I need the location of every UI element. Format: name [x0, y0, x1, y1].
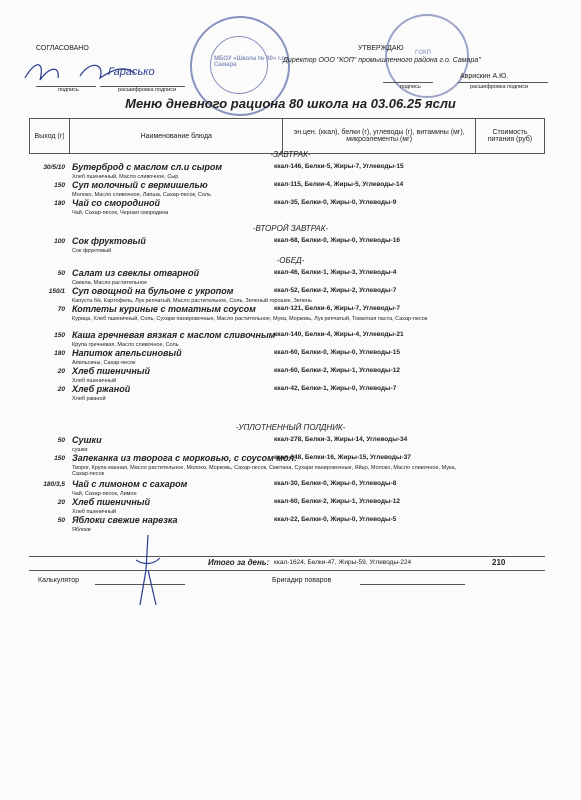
menu-output: 20 — [57, 368, 65, 375]
menu-ingredients: Курица, Хлеб пшеничный, Соль, Сухари панировочные, Масло растительное, Мука, Морковь, Лук репчатый, Томатная паста, Сахар-песок — [72, 316, 428, 322]
menu-output: 150 — [54, 455, 65, 462]
menu-ingredients: сушки — [72, 447, 88, 453]
total-cost: 210 — [492, 558, 506, 567]
total-nutrition: ккал-1624, Белки-47, Жиры-59, Углеводы-224 — [274, 559, 412, 566]
menu-output: 20 — [57, 499, 65, 506]
right-decode-caption: расшифровка подписи — [470, 84, 529, 90]
menu-output: 20 — [57, 386, 65, 393]
menu-ingredients: Хлеб пшеничный — [72, 509, 117, 515]
menu-row — [29, 384, 545, 412]
right-name: Аврискин А.Ю. — [460, 73, 509, 80]
menu-nutrition: ккал-348, Белки-16, Жиры-15, Углеводы-37 — [274, 454, 411, 461]
section-title: -ВТОРОЙ ЗАВТРАК- — [252, 224, 329, 233]
stamp2-text: ГОКП — [415, 50, 431, 56]
menu-nutrition: ккал-22, Белки-0, Жиры-0, Углеводы-5 — [274, 516, 397, 523]
menu-nutrition: ккал-52, Белки-2, Жиры-2, Углеводы-7 — [274, 287, 397, 294]
menu-dish: Запеканка из творога с морковью, с соусом мол. — [72, 453, 297, 463]
menu-output: 50 — [57, 437, 65, 444]
menu-dish: Чай со смородиной — [72, 198, 161, 208]
menu-output: 150 — [54, 332, 65, 339]
brigadier-label: Бригадир поваров — [272, 577, 332, 584]
menu-ingredients: Капуста б/к, Картофель, Лук репчатый, Масло растительное, Соль, Зеленый горошек, Зелень — [72, 298, 312, 304]
menu-ingredients: Хлеб пшеничный, Масло сливочное, Сыр — [72, 174, 179, 180]
menu-row — [29, 198, 545, 226]
menu-dish: Сок фруктовый — [72, 236, 146, 246]
menu-nutrition: ккал-115, Белки-4, Жиры-5, Углеводы-14 — [274, 181, 404, 188]
total-label: Итого за день: — [208, 558, 270, 567]
menu-output: 50 — [57, 517, 65, 524]
left-decode-caption: расшифровка подписи — [118, 87, 177, 93]
menu-nutrition: ккал-60, Белки-0, Жиры-0, Углеводы-15 — [274, 349, 400, 356]
menu-output: 30/5/10 — [43, 164, 65, 171]
menu-nutrition: ккал-42, Белки-1, Жиры-0, Углеводы-7 — [274, 385, 397, 392]
menu-ingredients: Молоко, Масло сливочное, Лапша, Сахар-песок, Соль — [72, 192, 211, 198]
left-name: Гарасько — [108, 66, 155, 78]
menu-output: 180 — [54, 200, 65, 207]
menu-ingredients: Чай, Сахар-песок, Черная смородина — [72, 210, 169, 216]
section-title: -УПЛОТНЕННЫЙ ПОЛДНИК- — [235, 423, 346, 432]
menu-ingredients: Творог, Крупа манная, Масло растительное, Молоко, Морковь, Сахар-песок, Сметана, Сухари панировочные, Яйцо, Молоко, Масло сливочное, Мука, Сахар-песок — [72, 465, 457, 478]
menu-nutrition: ккал-60, Белки-2, Жиры-1, Углеводы-12 — [274, 367, 400, 374]
stamp-text: МБОУ «Школа № 80» г.о. Самара — [214, 56, 287, 68]
col-output: Выход (г) — [30, 119, 70, 154]
menu-table-header — [29, 118, 545, 154]
col-cost: Стоимость питания (руб) — [475, 119, 544, 154]
menu-ingredients: Свекла, Масло растительное — [72, 280, 148, 286]
menu-ingredients: Чай, Сахар-песок, Лимон — [72, 491, 137, 497]
menu-dish: Сушки — [72, 435, 102, 445]
col-nutrition: эн.цен. (ккал), белки (г), углеводы (г), витамины (мг), микроэлементы (мг) — [283, 119, 476, 154]
menu-dish: Суп молочный с вермишелью — [72, 180, 208, 190]
menu-nutrition: ккал-60, Белки-2, Жиры-1, Углеводы-12 — [274, 498, 400, 505]
menu-ingredients: Сок фруктовый — [72, 248, 112, 254]
approved-right: УТВЕРЖДАЮ — [358, 45, 404, 52]
menu-nutrition: ккал-121, Белки-6, Жиры-7, Углеводы-7 — [274, 305, 400, 312]
menu-row — [29, 453, 545, 481]
section-title: -ЗАВТРАК- — [270, 150, 311, 159]
menu-dish: Суп овощной на бульоне с укропом — [72, 286, 234, 296]
menu-nutrition: ккал-46, Белки-1, Жиры-3, Углеводы-4 — [274, 269, 397, 276]
menu-dish: Бутерброд с маслом сл.и сыром — [72, 162, 223, 172]
menu-dish: Хлеб ржаной — [72, 384, 131, 394]
menu-ingredients: Хлеб пшеничный — [72, 378, 117, 384]
menu-nutrition: ккал-35, Белки-0, Жиры-0, Углеводы-9 — [274, 199, 397, 206]
menu-nutrition: ккал-146, Белки-5, Жиры-7, Углеводы-15 — [274, 163, 404, 170]
menu-dish: Хлеб пшеничный — [72, 366, 150, 376]
menu-nutrition: ккал-30, Белки-0, Жиры-0, Углеводы-8 — [274, 480, 397, 487]
bottom-signature — [128, 530, 168, 610]
menu-dish: Чай с лимоном с сахаром — [72, 479, 188, 489]
menu-dish: Салат из свеклы отварной — [72, 268, 200, 278]
menu-output: 70 — [57, 306, 65, 313]
menu-row — [29, 515, 545, 543]
menu-output: 150/1 — [48, 288, 65, 295]
left-signature-caption: подпись — [58, 87, 79, 93]
section-title: -ОБЕД- — [276, 256, 305, 265]
menu-ingredients: Хлеб ржаной — [72, 396, 106, 402]
company-stamp — [385, 14, 469, 98]
menu-nutrition: ккал-278, Белки-3, Жиры-14, Углеводы-34 — [274, 436, 408, 443]
menu-dish: Хлеб пшеничный — [72, 497, 150, 507]
menu-dish: Яблоки свежие нарезка — [72, 515, 178, 525]
menu-ingredients: Яблоки — [72, 527, 91, 533]
menu-dish: Напиток апельсиновый — [72, 348, 182, 358]
menu-output: 50 — [57, 270, 65, 277]
menu-dish: Каша гречневая вязкая с маслом сливочным — [72, 330, 276, 340]
right-signature-caption: подпись — [400, 84, 421, 90]
menu-ingredients: Крупа гречневая, Масло сливочное, Соль — [72, 342, 179, 348]
menu-output: 100 — [54, 238, 65, 245]
calculator-label: Калькулятор — [38, 577, 79, 584]
menu-output: 180 — [54, 350, 65, 357]
page-title: Меню дневного рациона 80 школа на 03.06.25 ясли — [125, 96, 456, 111]
menu-output: 180/3,5 — [43, 481, 65, 488]
approved-left: СОГЛАСОВАНО — [36, 45, 89, 52]
menu-nutrition: ккал-68, Белки-0, Жиры-0, Углеводы-16 — [274, 237, 400, 244]
menu-ingredients: Апельсины, Сахар-песок — [72, 360, 136, 366]
menu-row — [29, 304, 545, 332]
col-dish: Наименование блюда — [70, 119, 283, 154]
menu-output: 150 — [54, 182, 65, 189]
menu-dish: Котлеты куриные с томатным соусом — [72, 304, 256, 314]
menu-nutrition: ккал-140, Белки-4, Жиры-4, Углеводы-21 — [274, 331, 404, 338]
director-line: Директор ООО "КОП" промышленного района г.о. Самара" — [283, 57, 481, 64]
